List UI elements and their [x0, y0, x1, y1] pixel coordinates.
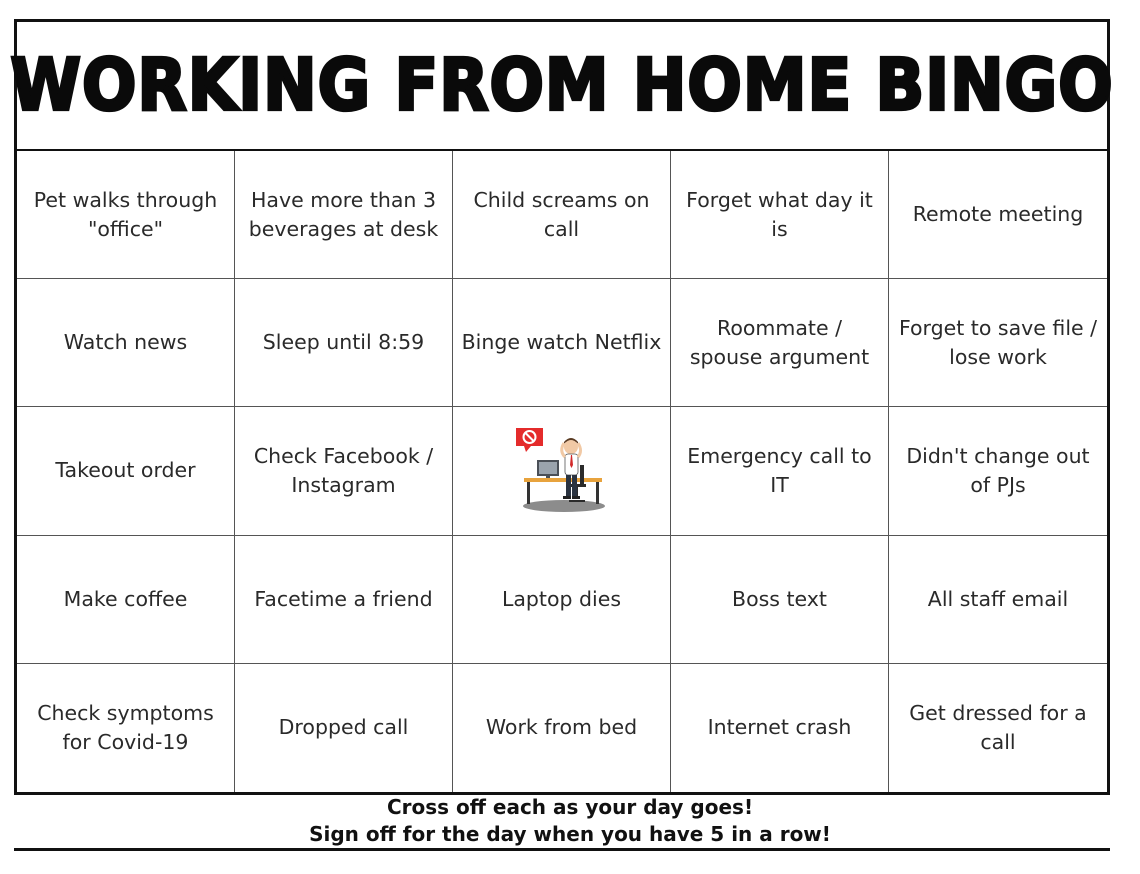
- free-space-cell[interactable]: [453, 407, 671, 535]
- bingo-cell[interactable]: All staff email: [889, 536, 1107, 664]
- footer-instruction-2: Sign off for the day when you have 5 in a row!: [309, 822, 831, 846]
- title-banner: [10, 22, 1114, 151]
- bingo-cell[interactable]: Takeout order: [17, 407, 235, 535]
- bingo-cell[interactable]: Work from bed: [453, 664, 671, 792]
- bingo-cell[interactable]: Internet crash: [671, 664, 889, 792]
- bingo-card: [10, 19, 1114, 795]
- bingo-cell[interactable]: Pet walks through "office": [17, 151, 235, 279]
- bingo-cell[interactable]: Check symptoms for Covid-19: [17, 664, 235, 792]
- bingo-cell[interactable]: Binge watch Netflix: [453, 279, 671, 407]
- bingo-cell[interactable]: Dropped call: [235, 664, 453, 792]
- page-title: WORKING FROM HOME BINGO: [10, 44, 1114, 127]
- bingo-cell[interactable]: Forget to save file / lose work: [889, 279, 1107, 407]
- bottom-divider: [14, 848, 1110, 851]
- footer-instruction-1: Cross off each as your day goes!: [386, 795, 754, 819]
- bingo-cell[interactable]: Get dressed for a call: [909, 700, 1087, 754]
- bingo-cell[interactable]: Didn't change out of PJs: [889, 407, 1107, 535]
- bingo-cell[interactable]: Boss text: [671, 536, 889, 664]
- bingo-cell[interactable]: Emergency call to IT: [671, 407, 889, 535]
- bingo-cell[interactable]: Remote meeting: [889, 151, 1107, 279]
- bingo-cell[interactable]: Have more than 3 beverages at desk: [235, 151, 453, 279]
- bingo-cell[interactable]: Roommate / spouse argument: [671, 279, 889, 407]
- bingo-grid: [17, 151, 1107, 792]
- bingo-cell[interactable]: Forget what day it is: [671, 151, 889, 279]
- bingo-cell[interactable]: Check Facebook / Instagram: [235, 407, 453, 535]
- bingo-cell[interactable]: Laptop dies: [453, 536, 671, 664]
- bingo-cell[interactable]: Watch news: [17, 279, 235, 407]
- stressed-worker-at-desk-icon: [514, 425, 610, 517]
- bingo-cell[interactable]: Child screams on call: [453, 151, 671, 279]
- bingo-cell[interactable]: Make coffee: [17, 536, 235, 664]
- bingo-cell[interactable]: Sleep until 8:59: [235, 279, 453, 407]
- bingo-cell[interactable]: Facetime a friend: [235, 536, 453, 664]
